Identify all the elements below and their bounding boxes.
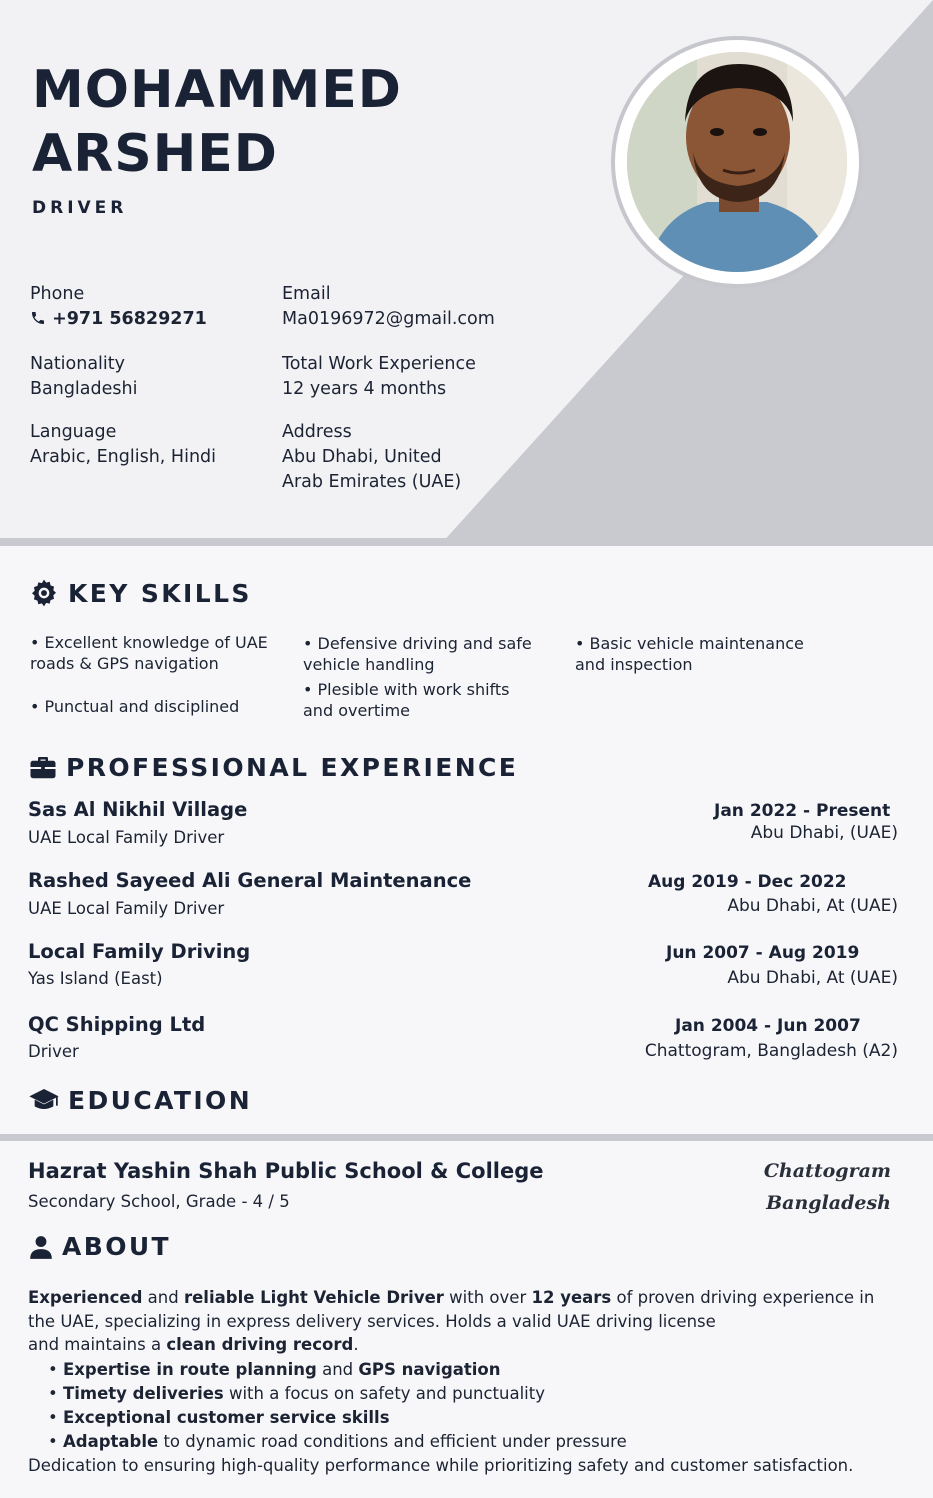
- address-block: [282, 420, 461, 495]
- graduation-cap-icon: [28, 1087, 60, 1115]
- language-label: Language: [30, 422, 117, 442]
- address-line-2: Arab Emirates (UAE): [282, 472, 462, 492]
- experience-label: Total Work Experience: [282, 354, 476, 374]
- phone-icon: [30, 310, 46, 326]
- job-company: Rashed Sayeed Ali General Maintenance: [28, 869, 472, 892]
- job-dates: Jan 2022 - Present: [714, 801, 891, 821]
- school-detail: Secondary School, Grade - 4 / 5: [28, 1192, 290, 1211]
- about-bullet: • Exceptional customer service skills: [48, 1408, 390, 1427]
- about-closing: Dedication to ensuring high-quality performance while prioritizing safety and customer satisfaction.: [28, 1456, 854, 1475]
- experience-heading: PROFESSIONAL EXPERIENCE: [28, 752, 518, 782]
- education-divider: [0, 1134, 933, 1141]
- nationality-block: [30, 352, 137, 402]
- address-label: Address: [282, 422, 352, 442]
- skill-item: • Basic vehicle maintenance and inspection: [575, 634, 804, 674]
- job-location: Abu Dhabi, At (UAE): [727, 968, 898, 988]
- profile-photo: [627, 52, 847, 272]
- briefcase-icon: [28, 752, 58, 782]
- job-company: Sas Al Nikhil Village: [28, 798, 248, 821]
- about-bullet: • Adaptable to dynamic road conditions and efficient under pressure: [48, 1432, 627, 1451]
- experience-block: [282, 352, 476, 402]
- nationality-value: Bangladeshi: [30, 379, 138, 399]
- job-dates: Jun 2007 - Aug 2019: [666, 943, 860, 963]
- skills-heading: KEY SKILLS: [28, 577, 252, 609]
- job-role: UAE Local Family Driver: [28, 828, 225, 847]
- email-label: Email: [282, 284, 331, 304]
- phone-label: Phone: [30, 284, 85, 304]
- job-dates: Aug 2019 - Dec 2022: [648, 872, 847, 892]
- school-name: Hazrat Yashin Shah Public School & College: [28, 1159, 544, 1183]
- job-role: UAE Local Family Driver: [28, 899, 225, 918]
- phone-value: +971 56829271: [30, 307, 207, 332]
- skill-item: • Excellent knowledge of UAE roads & GPS navigation: [30, 633, 268, 673]
- skill-item: • Punctual and disciplined: [30, 697, 240, 716]
- language-value: Arabic, English, Hindi: [30, 447, 217, 467]
- job-dates: Jan 2004 - Jun 2007: [675, 1016, 861, 1036]
- job-company: QC Shipping Ltd: [28, 1013, 206, 1036]
- email-value[interactable]: Ma0196972@gmail.com: [282, 309, 495, 329]
- about-bullet: • Timety deliveries with a focus on safety and punctuality: [48, 1384, 545, 1403]
- user-icon: [28, 1234, 54, 1260]
- candidate-role: DRIVER: [32, 198, 128, 218]
- job-company: Local Family Driving: [28, 940, 251, 963]
- gear-icon: [28, 577, 60, 609]
- phone-block: [30, 282, 207, 332]
- job-location: Abu Dhabi, At (UAE): [727, 896, 898, 916]
- education-heading: EDUCATION: [28, 1086, 252, 1115]
- skill-item: • Defensive driving and safe vehicle handling: [303, 634, 532, 674]
- job-location: Chattogram, Bangladesh (A2): [644, 1041, 898, 1061]
- language-block: [30, 420, 216, 470]
- about-heading: ABOUT: [28, 1232, 171, 1261]
- skill-item: • Plesible with work shifts and overtime: [303, 680, 510, 720]
- about-line-3: and maintains a clean driving record.: [28, 1335, 359, 1354]
- job-role: Yas Island (East): [28, 969, 163, 988]
- nationality-label: Nationality: [30, 354, 126, 374]
- about-line-2: the UAE, specializing in express delivery services. Holds a valid UAE driving license: [28, 1312, 716, 1331]
- header-divider: [0, 538, 933, 546]
- address-line-1: Abu Dhabi, United: [282, 447, 442, 467]
- school-country: Bangladesh: [766, 1192, 891, 1214]
- job-location: Abu Dhabi, (UAE): [750, 823, 898, 843]
- job-role: Driver: [28, 1042, 79, 1061]
- about-bullet: • Expertise in route planning and GPS navigation: [48, 1360, 501, 1379]
- about-line-1: Experienced and reliable Light Vehicle Driver with over 12 years of proven driving experience in: [28, 1288, 875, 1307]
- email-block: [282, 282, 495, 332]
- school-city: Chattogram: [763, 1160, 891, 1182]
- candidate-name: MOHAMMED ARSHED: [32, 60, 402, 184]
- experience-value: 12 years 4 months: [282, 379, 447, 399]
